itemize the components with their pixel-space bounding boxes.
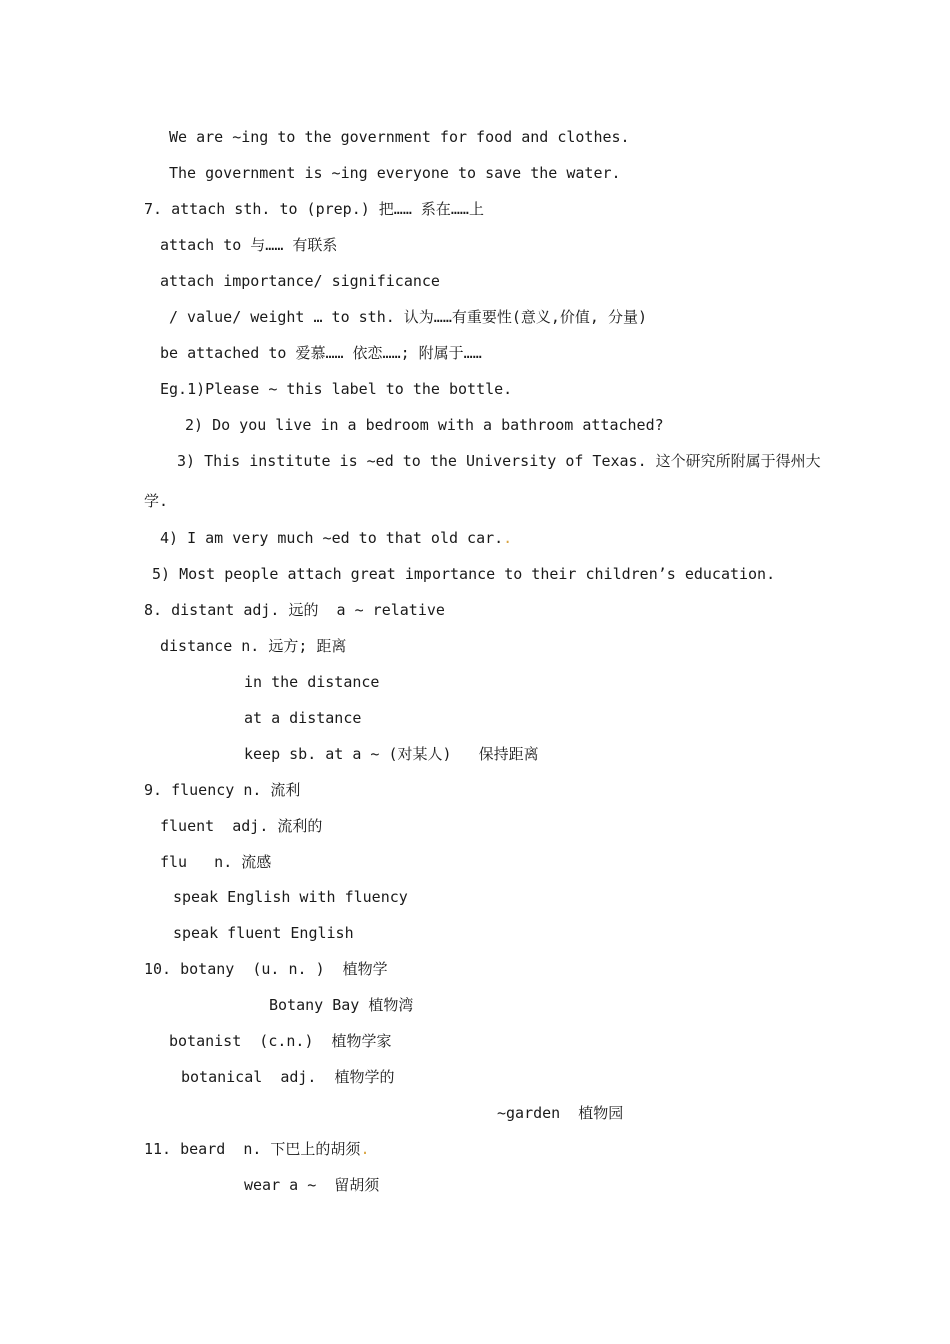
text-line: Botany Bay 植物湾 [269, 996, 414, 1014]
text-line: in the distance [244, 673, 380, 691]
text-line: / value/ weight … to sth. 认为……有重要性(意义,价值, 分量) [169, 308, 648, 326]
text-line-with-mark [144, 1139, 369, 1159]
text-line: at a distance [244, 709, 362, 727]
text-line: 3) This institute is ~ed to the University of Texas. 这个研究所附属于得州大 [177, 452, 821, 470]
text-line: 9. fluency n. 流利 [144, 781, 301, 799]
text-line: keep sb. at a ~ (对某人) 保持距离 [244, 745, 539, 763]
text-span: 4) I am very much ~ed to that old car. [160, 529, 504, 547]
text-line: distance n. 远方; 距离 [160, 637, 347, 655]
text-line: We are ~ing to the government for food and clothes. [169, 128, 630, 146]
text-line: speak English with fluency [173, 888, 408, 906]
text-line-with-mark [160, 528, 512, 548]
text-line: 学. [144, 492, 169, 510]
text-line: wear a ~ 留胡须 [244, 1176, 380, 1194]
text-line: The government is ~ing everyone to save the water. [169, 164, 621, 182]
text-line: 2) Do you live in a bedroom with a bathroom attached? [185, 416, 664, 434]
highlight-mark: . [503, 529, 513, 547]
highlight-mark: . [360, 1140, 370, 1158]
text-line: Eg.1)Please ~ this label to the bottle. [160, 380, 513, 398]
text-line: attach importance/ significance [160, 272, 440, 290]
text-line: ~garden 植物园 [497, 1104, 624, 1122]
text-line: fluent adj. 流利的 [160, 817, 323, 835]
text-line: 8. distant adj. 远的 a ~ relative [144, 601, 445, 619]
text-line: attach to 与…… 有联系 [160, 236, 338, 254]
text-span: 11. beard n. 下巴上的胡须 [144, 1140, 361, 1158]
text-line: 7. attach sth. to (prep.) 把…… 系在……上 [144, 200, 484, 218]
text-line: botanical adj. 植物学的 [181, 1068, 395, 1086]
text-line: 5) Most people attach great importance to their children’s education. [152, 565, 776, 583]
text-line: 10. botany (u. n. ) 植物学 [144, 960, 388, 978]
text-line: flu n. 流感 [160, 853, 272, 871]
text-line: be attached to 爱慕…… 依恋……; 附属于…… [160, 344, 482, 362]
text-line: speak fluent English [173, 924, 354, 942]
text-line: botanist (c.n.) 植物学家 [169, 1032, 392, 1050]
